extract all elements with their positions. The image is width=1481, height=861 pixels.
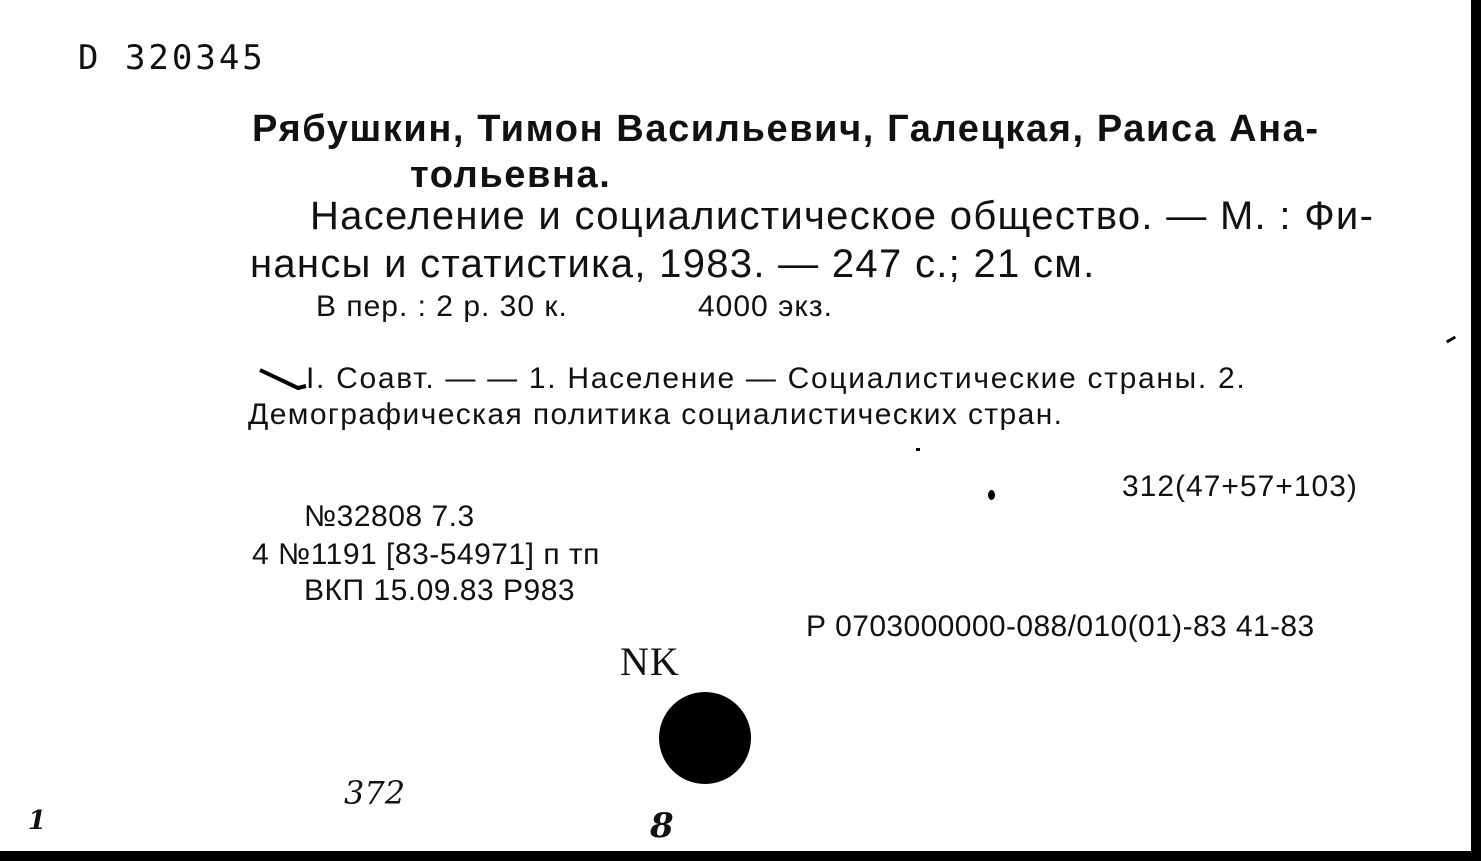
record-number: №32808 7.3 (304, 500, 475, 533)
price: В пер. : 2 р. 30 к. (316, 290, 568, 323)
call-number: D 320345 (78, 38, 266, 78)
handwritten-number: 372 (344, 774, 406, 812)
title-line-1: Население и социалистическое общество. — М. : Фи- (310, 194, 1375, 238)
title-line-2: нансы и статистика, 1983. — 247 с.; 21 см. (250, 242, 1096, 286)
publisher-code: Р 0703000000-088/010(01)-83 41-83 (806, 610, 1315, 643)
subjects-line-1: I. Соавт. — — 1. Население — Социалистические страны. 2. (306, 362, 1247, 395)
handwritten-mark-bottom: 8 (650, 806, 674, 846)
subjects-line-2: Демографическая политика социалистических стран. (248, 398, 1064, 431)
vkp-line: ВКП 15.09.83 Р983 (304, 574, 576, 607)
speck-mark (1446, 336, 1456, 344)
classification-index: 312(47+57+103) (1122, 470, 1358, 503)
copies: 4000 экз. (698, 290, 833, 323)
handwritten-mark-left: 1 (28, 806, 47, 836)
authors-line-1: Рябушкин, Тимон Васильевич, Галецкая, Раиса Ана- (252, 108, 1320, 150)
authors-line-2: тольевна. (410, 154, 612, 196)
speck-mark (988, 490, 995, 500)
order-line: 4 №1191 [83-54971] п тп (252, 538, 600, 571)
library-mark: NK (620, 639, 680, 684)
punch-hole (659, 692, 751, 784)
pen-tick-icon (258, 366, 308, 392)
speck-mark (916, 448, 920, 451)
